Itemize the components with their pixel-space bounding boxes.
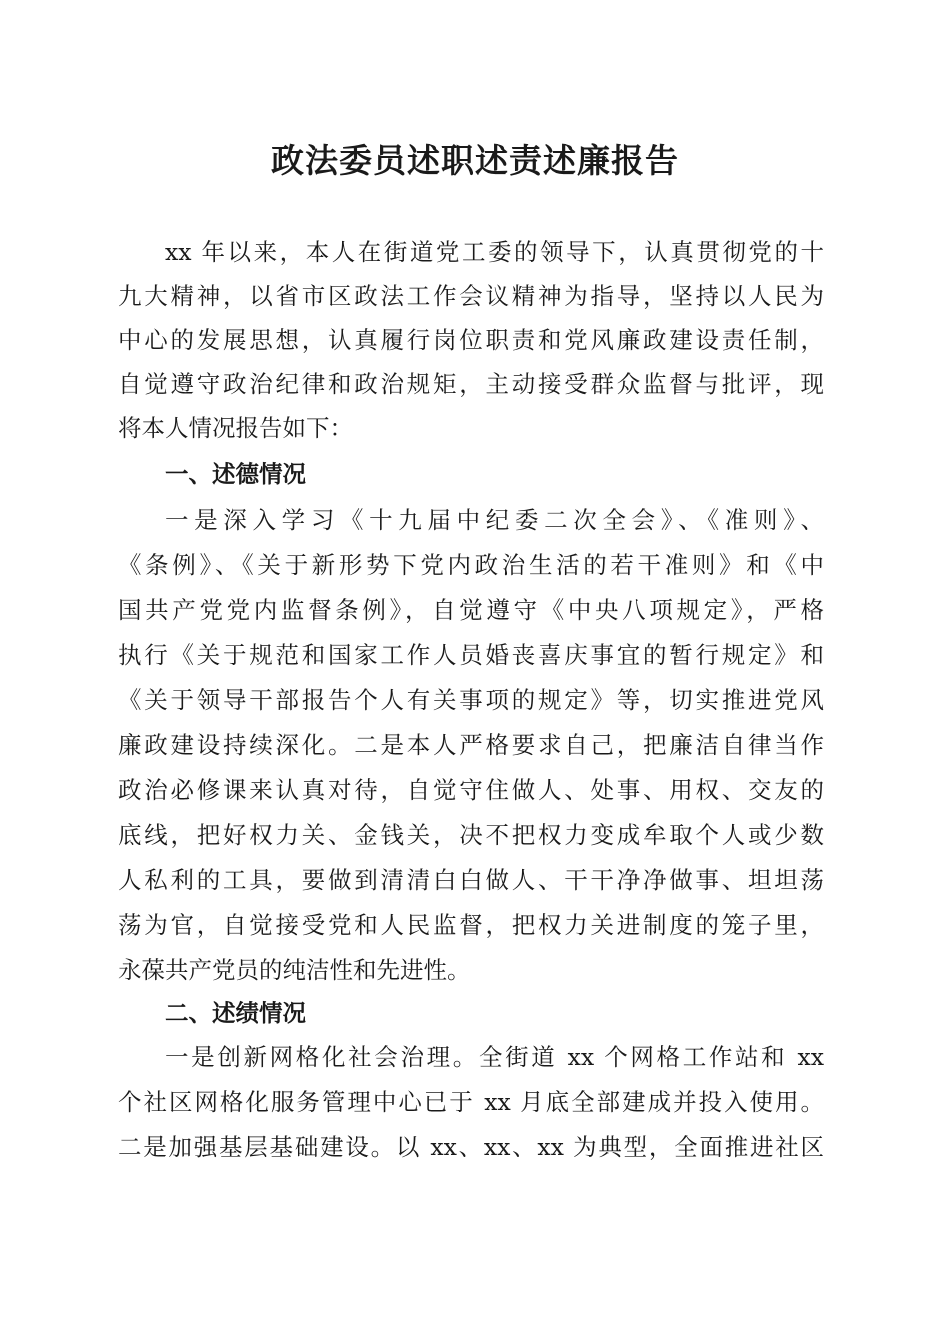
- section2-line: 个社区网格化服务管理中心已于 xx 月底全部建成并投入使用。: [118, 1088, 824, 1116]
- section1-line: 底线，把好权力关、金钱关，决不把权力变成牟取个人或少数: [118, 821, 824, 849]
- section1-line: 政治必修课来认真对待，自觉守住做人、处事、用权、交友的: [118, 776, 824, 804]
- intro-line: 九大精神，以省市区政法工作会议精神为指导，坚持以人民为: [118, 282, 824, 310]
- section1-line: 廉政建设持续深化。二是本人严格要求自己，把廉洁自律当作: [118, 731, 824, 759]
- section-heading-performance: 二、述绩情况: [165, 999, 306, 1027]
- section1-line: 永葆共产党员的纯洁性和先进性。: [118, 956, 471, 984]
- intro-line: 将本人情况报告如下：: [118, 414, 353, 442]
- section2-line: 二是加强基层基础建设。以 xx、xx、xx 为典型，全面推进社区: [118, 1133, 824, 1161]
- section-heading-conduct: 一、述德情况: [165, 460, 306, 488]
- section1-line: 荡为官，自觉接受党和人民监督，把权力关进制度的笼子里，: [118, 911, 824, 939]
- section1-line: 国共产党党内监督条例》，自觉遵守《中央八项规定》，严格: [118, 596, 824, 624]
- section2-line: 一是创新网格化社会治理。全街道 xx 个网格工作站和 xx: [165, 1043, 824, 1071]
- intro-line: 中心的发展思想，认真履行岗位职责和党风廉政建设责任制，: [118, 326, 824, 354]
- section1-line: 《关于领导干部报告个人有关事项的规定》等，切实推进党风: [118, 686, 824, 714]
- document-title: 政法委员述职述责述廉报告: [271, 141, 679, 180]
- intro-line: 自觉遵守政治纪律和政治规矩，主动接受群众监督与批评，现: [118, 370, 824, 398]
- section1-line: 执行《关于规范和国家工作人员婚丧喜庆事宜的暂行规定》和: [118, 641, 824, 669]
- intro-line: xx 年以来，本人在街道党工委的领导下，认真贯彻党的十: [165, 238, 824, 266]
- section1-line: 《条例》、《关于新形势下党内政治生活的若干准则》和《中: [118, 551, 824, 579]
- section1-line: 人私利的工具，要做到清清白白做人、干干净净做事、坦坦荡: [118, 866, 824, 894]
- section1-line: 一是深入学习《十九届中纪委二次全会》、《准则》、: [165, 506, 824, 534]
